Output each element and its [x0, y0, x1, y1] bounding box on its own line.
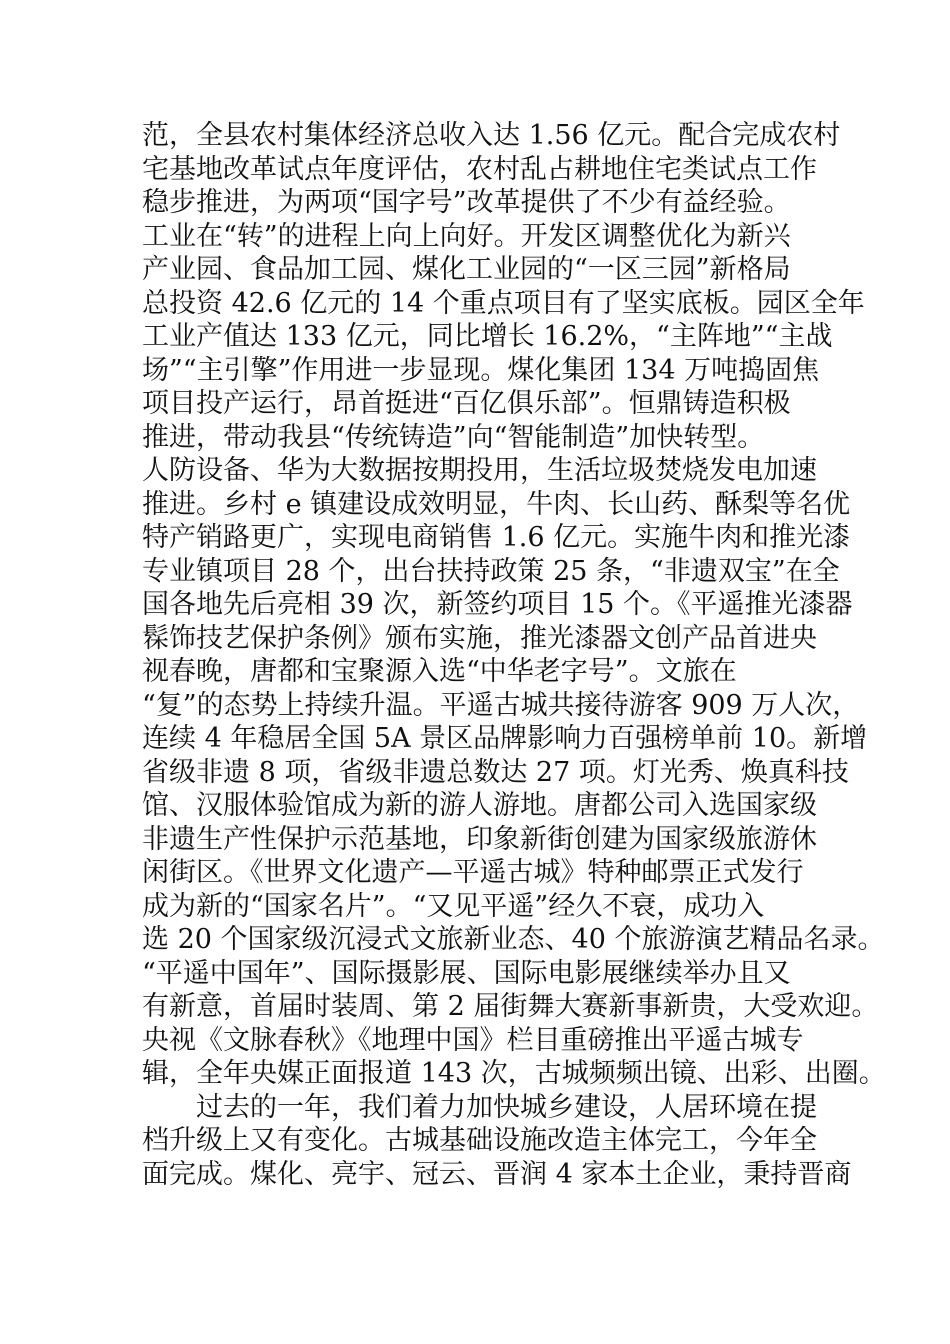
text-line: 非遗生产性保护示范基地，印象新街创建为国家级旅游休: [142, 823, 817, 855]
text-line: 馆、汉服体验馆成为新的游人游地。唐都公司入选国家级: [142, 790, 817, 821]
text-line: 省级非遗 8 项，省级非遗总数达 27 项。灯光秀、焕真科技: [142, 756, 849, 788]
text-line: 产业园、食品加工园、煤化工业园的“一区三园”新格局: [142, 254, 791, 285]
text-line: 推进。乡村 e 镇建设成效明显，牛肉、长山药、酥梨等名优: [142, 488, 851, 520]
text-line: 总投资 42.6 亿元的 14 个重点项目有了坚实底板。园区全年: [142, 287, 865, 319]
text-line: 央视《文脉春秋》《地理中国》栏目重磅推出平遥古城专: [142, 1024, 804, 1056]
text-line: 视春晚，唐都和宝聚源入选“中华老字号”。文旅在: [142, 656, 737, 687]
text-line: 过去的一年，我们着力加快城乡建设，人居环境在提: [142, 1091, 817, 1123]
text-line: 面完成。煤化、亮宇、冠云、晋润 4 家本土企业，秉持晋商: [142, 1158, 852, 1190]
text-line: 宅基地改革试点年度评估，农村乱占耕地住宅类试点工作: [142, 153, 817, 185]
text-line: 连续 4 年稳居全国 5A 景区品牌影响力百强榜单前 10。新增: [142, 723, 868, 754]
text-line: 稳步推进，为两项“国字号”改革提供了不少有益经验。: [142, 187, 791, 218]
text-line: 选 20 个国家级沉浸式文旅新业态、40 个旅游演艺精品名录。: [142, 924, 885, 955]
body-text: [142, 119, 886, 1191]
text-line: 档升级上又有变化。古城基础设施改造主体完工，今年全: [142, 1125, 817, 1156]
text-line: 辑，全年央媒正面报道 143 次，古城频频出镜、出彩、出圈。: [142, 1058, 886, 1089]
text-line: 成为新的“国家名片”。“又见平遥”经久不衰，成功入: [142, 890, 765, 922]
text-line: 工业在“转”的进程上向上向好。开发区调整优化为新兴: [142, 220, 791, 252]
text-line: 场”“主引擎”作用进一步显现。煤化集团 134 万吨捣固焦: [142, 354, 820, 386]
text-line: 推进，带动我县“传统铸造”向“智能制造”加快转型。: [142, 421, 765, 453]
text-line: 人防设备、华为大数据按期投用，生活垃圾焚烧发电加速: [142, 455, 817, 486]
text-line: 项目投产运行，昂首挺进“百亿俱乐部”。恒鼎铸造积极: [142, 388, 791, 419]
text-line: 髹饰技艺保护条例》颁布实施，推光漆器文创产品首进央: [142, 622, 817, 654]
text-line: 特产销路更广，实现电商销售 1.6 亿元。实施牛肉和推光漆: [142, 522, 851, 553]
text-line: 国各地先后亮相 39 次，新签约项目 15 个。《平遥推光漆器: [142, 589, 853, 620]
text-line: 范，全县农村集体经济总收入达 1.56 亿元。配合完成农村: [142, 120, 841, 151]
text-line: “复”的态势上持续升温。平遥古城共接待游客 909 万人次，: [142, 689, 860, 721]
text-line: 有新意，首届时装周、第 2 届街舞大赛新事新贵，大受欢迎。: [142, 991, 879, 1022]
text-line: “平遥中国年”、国际摄影展、国际电影展继续举办且又: [142, 957, 791, 989]
text-line: 闲街区。《世界文化遗产—平遥古城》特种邮票正式发行: [142, 857, 804, 888]
text-line: 工业产值达 133 亿元，同比增长 16.2%，“主阵地”“主战: [142, 321, 833, 352]
text-line: 专业镇项目 28 个，出台扶持政策 25 条，“非遗双宝”在全: [142, 555, 840, 587]
